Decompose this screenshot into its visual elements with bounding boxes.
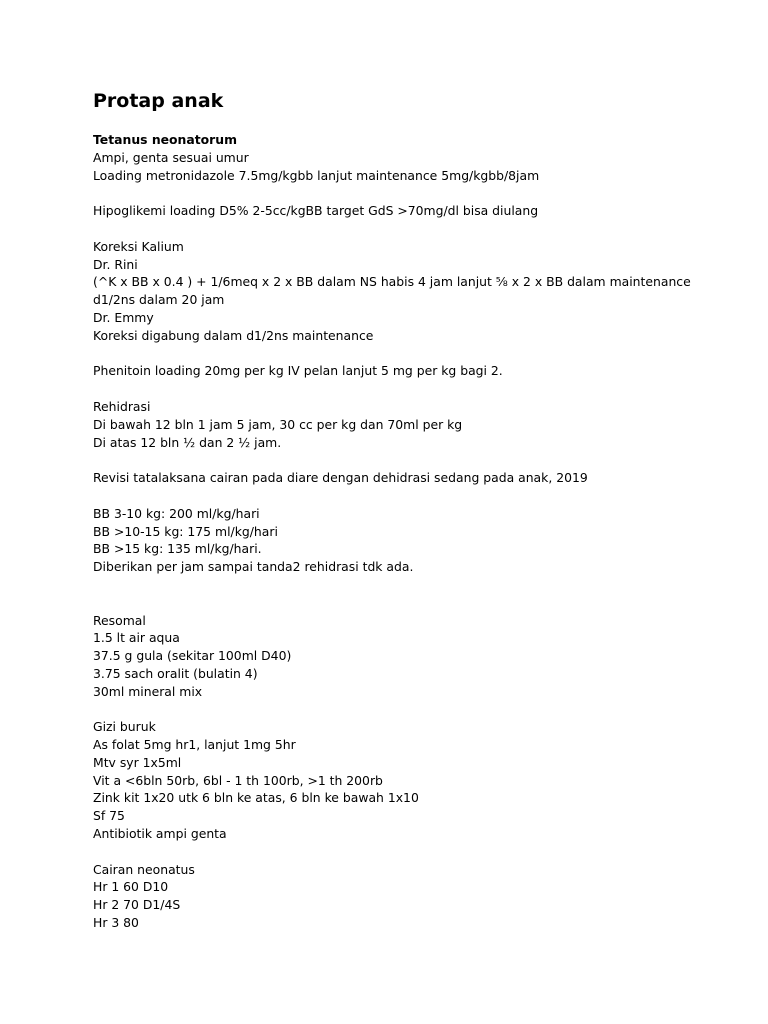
- spacer: [93, 843, 733, 861]
- rehidrasi-heading: Rehidrasi: [93, 398, 151, 414]
- resomal-line: 1.5 lt air aqua: [93, 630, 180, 646]
- resomal-line: 3.75 sach oralit (bulatin 4): [93, 665, 258, 681]
- spacer: [93, 576, 733, 612]
- resomal-line: 37.5 g gula (sekitar 100ml D40): [93, 648, 292, 664]
- bb-line: Diberikan per jam sampai tanda2 rehidrasi tdk ada.: [93, 559, 414, 575]
- spacer: [93, 220, 733, 238]
- spacer: [93, 451, 733, 469]
- spacer: [93, 345, 733, 363]
- gizi-line: Sf 75: [93, 808, 125, 824]
- resomal-heading: Resomal: [93, 612, 146, 628]
- hipoglikemi-line: Hipoglikemi loading D5% 2-5cc/kgBB target GdS >70mg/dl bisa diulang: [93, 203, 539, 219]
- tetanus-line: Loading metronidazole 7.5mg/kgbb lanjut maintenance 5mg/kgbb/8jam: [93, 167, 540, 183]
- resomal-line: 30ml mineral mix: [93, 683, 203, 699]
- gizi-line: Vit a <6bln 50rb, 6bl - 1 th 100rb, >1 th 200rb: [93, 772, 383, 788]
- kalium-heading: Koreksi Kalium: [93, 238, 184, 254]
- spacer: [93, 701, 733, 719]
- cairan-line: Hr 2 70 D1/4S: [93, 897, 181, 913]
- document-body: [93, 88, 733, 932]
- tetanus-heading: Tetanus neonatorum: [93, 132, 238, 147]
- bb-line: BB 3-10 kg: 200 ml/kg/hari: [93, 505, 260, 521]
- gizi-line: Antibiotik ampi genta: [93, 826, 227, 842]
- cairan-line: Hr 3 80: [93, 915, 139, 931]
- page-title: Protap anak: [93, 90, 224, 112]
- gizi-heading: Gizi buruk: [93, 719, 156, 735]
- kalium-note: Koreksi digabung dalam d1/2ns maintenance: [93, 327, 374, 343]
- bb-line: BB >15 kg: 135 ml/kg/hari.: [93, 541, 262, 557]
- tetanus-line: Ampi, genta sesuai umur: [93, 149, 249, 165]
- cairan-heading: Cairan neonatus: [93, 861, 195, 877]
- gizi-line: Mtv syr 1x5ml: [93, 754, 182, 770]
- revisi-line: Revisi tatalaksana cairan pada diare dengan dehidrasi sedang pada anak, 2019: [93, 470, 588, 486]
- gizi-line: As folat 5mg hr1, lanjut 1mg 5hr: [93, 737, 296, 753]
- kalium-doctor: Dr. Rini: [93, 256, 138, 272]
- rehidrasi-line: Di atas 12 bln ½ dan 2 ½ jam.: [93, 434, 282, 450]
- kalium-doctor: Dr. Emmy: [93, 309, 154, 325]
- gizi-line: Zink kit 1x20 utk 6 bln ke atas, 6 bln ke bawah 1x10: [93, 790, 419, 806]
- kalium-formula: d1/2ns dalam 20 jam: [93, 292, 225, 308]
- spacer: [93, 184, 733, 202]
- phenitoin-line: Phenitoin loading 20mg per kg IV pelan lanjut 5 mg per kg bagi 2.: [93, 363, 503, 379]
- cairan-line: Hr 1 60 D10: [93, 879, 169, 895]
- spacer: [93, 380, 733, 398]
- bb-line: BB >10-15 kg: 175 ml/kg/hari: [93, 523, 278, 539]
- spacer: [93, 487, 733, 505]
- rehidrasi-line: Di bawah 12 bln 1 jam 5 jam, 30 cc per kg dan 70ml per kg: [93, 416, 463, 432]
- kalium-formula: (^K x BB x 0.4 ) + 1/6meq x 2 x BB dalam NS habis 4 jam lanjut ⅝ x 2 x BB dalam maintenance: [93, 274, 691, 290]
